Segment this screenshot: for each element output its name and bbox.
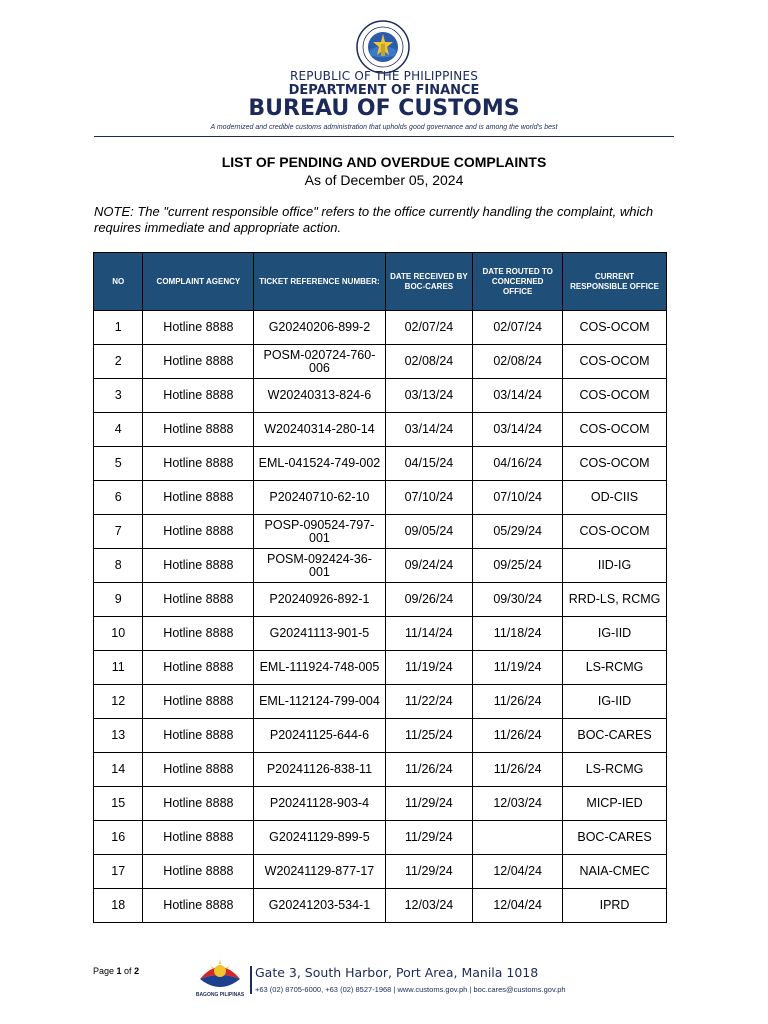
table-row — [94, 583, 667, 617]
cell-date-received: 11/25/24 — [385, 719, 473, 753]
cell-agency: Hotline 8888 — [143, 481, 254, 515]
cell-date-routed: 11/26/24 — [473, 719, 563, 753]
cell-office: IID-IG — [563, 549, 667, 583]
cell-date-received: 02/07/24 — [385, 311, 473, 345]
republic-heading: REPUBLIC OF THE PHILIPPINES — [289, 69, 479, 83]
cell-date-routed: 11/19/24 — [473, 651, 563, 685]
cell-date-received: 11/22/24 — [385, 685, 473, 719]
cell-ticket: P20241126-838-11 — [254, 753, 385, 787]
page-total: 2 — [134, 966, 140, 976]
table-row — [94, 719, 667, 753]
cell-agency: Hotline 8888 — [143, 617, 254, 651]
cell-agency: Hotline 8888 — [143, 889, 254, 923]
cell-no: 11 — [94, 651, 143, 685]
cell-date-routed: 03/14/24 — [473, 413, 563, 447]
cell-agency: Hotline 8888 — [143, 651, 254, 685]
cell-ticket: W20240313-824-6 — [254, 379, 385, 413]
cell-date-routed: 04/16/24 — [473, 447, 563, 481]
cell-no: 6 — [94, 481, 143, 515]
cell-no: 10 — [94, 617, 143, 651]
table-row — [94, 889, 667, 923]
cell-office: COS-OCOM — [563, 447, 667, 481]
cell-date-routed: 11/26/24 — [473, 753, 563, 787]
header-ticket-reference: TICKET REFERENCE NUMBER: — [254, 253, 385, 311]
cell-no: 12 — [94, 685, 143, 719]
table-row — [94, 515, 667, 549]
bureau-heading: BUREAU OF CUSTOMS — [248, 96, 520, 121]
header-no: NO — [94, 253, 143, 311]
cell-date-routed — [473, 821, 563, 855]
cell-office: LS-RCMG — [563, 753, 667, 787]
cell-no: 9 — [94, 583, 143, 617]
cell-office: IPRD — [563, 889, 667, 923]
footer-divider — [250, 966, 252, 994]
cell-ticket: POSP-090524-797-001 — [254, 515, 385, 549]
header-date-routed: DATE ROUTED TO CONCERNED OFFICE — [473, 253, 563, 311]
cell-no: 5 — [94, 447, 143, 481]
table-row — [94, 787, 667, 821]
cell-date-routed: 09/25/24 — [473, 549, 563, 583]
cell-no: 13 — [94, 719, 143, 753]
cell-no: 16 — [94, 821, 143, 855]
cell-ticket: P20240710-62-10 — [254, 481, 385, 515]
mission-tagline: A modernized and credible customs administration that upholds good governance and is among the world's best — [210, 124, 558, 131]
cell-agency: Hotline 8888 — [143, 685, 254, 719]
cell-no: 17 — [94, 855, 143, 889]
cell-ticket: EML-041524-749-002 — [254, 447, 385, 481]
cell-no: 1 — [94, 311, 143, 345]
cell-date-received: 02/08/24 — [385, 345, 473, 379]
cell-ticket: G20241113-901-5 — [254, 617, 385, 651]
cell-office: MICP-IED — [563, 787, 667, 821]
cell-date-received: 09/05/24 — [385, 515, 473, 549]
header-responsible-office: CURRENT RESPONSIBLE OFFICE — [563, 253, 667, 311]
cell-ticket: W20240314-280-14 — [254, 413, 385, 447]
cell-office: RRD-LS, RCMG — [563, 583, 667, 617]
cell-date-routed: 12/04/24 — [473, 889, 563, 923]
cell-agency: Hotline 8888 — [143, 787, 254, 821]
cell-ticket: EML-111924-748-005 — [254, 651, 385, 685]
cell-office: COS-OCOM — [563, 379, 667, 413]
document-note: NOTE: The "current responsible office" refers to the office currently handling the complaint, which requires immediate and appropriate action. — [94, 204, 654, 235]
cell-agency: Hotline 8888 — [143, 583, 254, 617]
complaints-table — [93, 252, 667, 923]
table-row — [94, 753, 667, 787]
cell-ticket: EML-112124-799-004 — [254, 685, 385, 719]
header-complaint-agency: COMPLAINT AGENCY — [143, 253, 254, 311]
cell-date-routed: 02/07/24 — [473, 311, 563, 345]
cell-ticket: P20240926-892-1 — [254, 583, 385, 617]
cell-no: 18 — [94, 889, 143, 923]
cell-date-received: 04/15/24 — [385, 447, 473, 481]
cell-date-routed: 02/08/24 — [473, 345, 563, 379]
cell-ticket: POSM-092424-36-001 — [254, 549, 385, 583]
cell-agency: Hotline 8888 — [143, 413, 254, 447]
cell-agency: Hotline 8888 — [143, 855, 254, 889]
table-row — [94, 651, 667, 685]
cell-ticket: G20241203-534-1 — [254, 889, 385, 923]
cell-office: IG-IID — [563, 685, 667, 719]
cell-date-received: 03/13/24 — [385, 379, 473, 413]
table-row — [94, 379, 667, 413]
cell-date-received: 03/14/24 — [385, 413, 473, 447]
cell-date-received: 11/14/24 — [385, 617, 473, 651]
cell-ticket: W20241129-877-17 — [254, 855, 385, 889]
cell-agency: Hotline 8888 — [143, 719, 254, 753]
cell-office: COS-OCOM — [563, 311, 667, 345]
document-date: As of December 05, 2024 — [304, 172, 464, 188]
cell-office: BOC-CARES — [563, 719, 667, 753]
cell-date-routed: 11/18/24 — [473, 617, 563, 651]
cell-no: 2 — [94, 345, 143, 379]
cell-office: NAIA-CMEC — [563, 855, 667, 889]
page-current: 1 — [116, 966, 122, 976]
cell-date-received: 11/29/24 — [385, 821, 473, 855]
cell-date-routed: 05/29/24 — [473, 515, 563, 549]
table-row — [94, 685, 667, 719]
cell-ticket: G20241129-899-5 — [254, 821, 385, 855]
bagong-pilipinas-text: BAGONG PILIPINAS — [195, 992, 245, 998]
page-of: of — [121, 966, 135, 976]
cell-no: 14 — [94, 753, 143, 787]
table-row — [94, 617, 667, 651]
department-heading: DEPARTMENT OF FINANCE — [288, 83, 480, 98]
cell-ticket: P20241125-644-6 — [254, 719, 385, 753]
table-row — [94, 345, 667, 379]
cell-office: COS-OCOM — [563, 345, 667, 379]
table-row — [94, 549, 667, 583]
cell-date-routed: 12/03/24 — [473, 787, 563, 821]
cell-agency: Hotline 8888 — [143, 447, 254, 481]
cell-office: IG-IID — [563, 617, 667, 651]
table-row — [94, 413, 667, 447]
header-date-received: DATE RECEIVED BY BOC-CARES — [385, 253, 473, 311]
cell-ticket: P20241128-903-4 — [254, 787, 385, 821]
cell-office: COS-OCOM — [563, 515, 667, 549]
cell-office: LS-RCMG — [563, 651, 667, 685]
cell-date-received: 11/19/24 — [385, 651, 473, 685]
cell-agency: Hotline 8888 — [143, 379, 254, 413]
table-header-row — [94, 253, 667, 311]
cell-ticket: G20240206-899-2 — [254, 311, 385, 345]
cell-date-routed: 03/14/24 — [473, 379, 563, 413]
office-address: Gate 3, South Harbor, Port Area, Manila 1018 — [255, 965, 539, 980]
cell-date-received: 07/10/24 — [385, 481, 473, 515]
document-title: LIST OF PENDING AND OVERDUE COMPLAINTS — [221, 154, 547, 170]
cell-agency: Hotline 8888 — [143, 821, 254, 855]
table-row — [94, 311, 667, 345]
table-row — [94, 481, 667, 515]
cell-no: 15 — [94, 787, 143, 821]
page-number — [93, 966, 139, 976]
cell-date-routed: 07/10/24 — [473, 481, 563, 515]
cell-ticket: POSM-020724-760-006 — [254, 345, 385, 379]
cell-agency: Hotline 8888 — [143, 549, 254, 583]
page-prefix: Page — [93, 966, 117, 976]
cell-date-routed: 09/30/24 — [473, 583, 563, 617]
cell-no: 7 — [94, 515, 143, 549]
bagong-pilipinas-logo — [196, 949, 244, 997]
table-row — [94, 855, 667, 889]
header-divider — [94, 136, 674, 137]
cell-agency: Hotline 8888 — [143, 345, 254, 379]
cell-date-received: 11/29/24 — [385, 787, 473, 821]
cell-date-received: 12/03/24 — [385, 889, 473, 923]
cell-date-routed: 11/26/24 — [473, 685, 563, 719]
cell-office: COS-OCOM — [563, 413, 667, 447]
cell-date-received: 11/26/24 — [385, 753, 473, 787]
cell-agency: Hotline 8888 — [143, 311, 254, 345]
cell-no: 4 — [94, 413, 143, 447]
cell-date-received: 09/24/24 — [385, 549, 473, 583]
contact-line: +63 (02) 8705-6000, +63 (02) 8527-1968 | www.customs.gov.ph | boc.cares@customs.gov.ph — [255, 985, 566, 994]
cell-agency: Hotline 8888 — [143, 753, 254, 787]
cell-no: 3 — [94, 379, 143, 413]
table-row — [94, 447, 667, 481]
cell-date-routed: 12/04/24 — [473, 855, 563, 889]
cell-agency: Hotline 8888 — [143, 515, 254, 549]
table-row — [94, 821, 667, 855]
cell-office: OD-CIIS — [563, 481, 667, 515]
cell-date-received: 09/26/24 — [385, 583, 473, 617]
cell-no: 8 — [94, 549, 143, 583]
bureau-of-customs-seal — [356, 20, 410, 74]
cell-date-received: 11/29/24 — [385, 855, 473, 889]
cell-office: BOC-CARES — [563, 821, 667, 855]
